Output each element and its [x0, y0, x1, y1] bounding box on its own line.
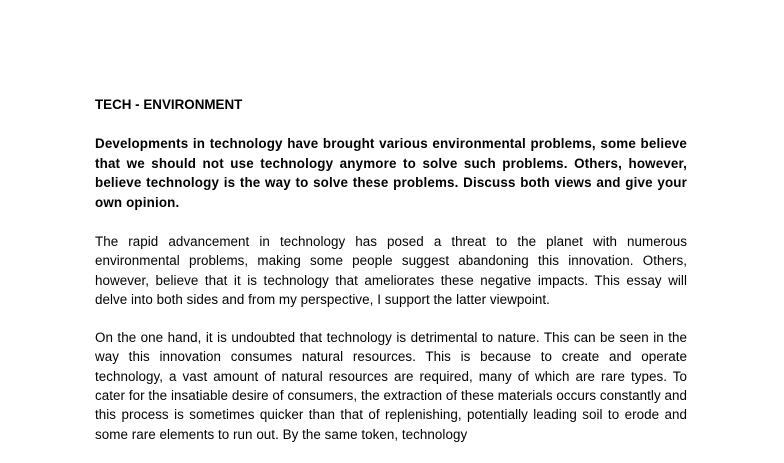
document-page [95, 95, 687, 463]
paragraph-body-one: On the one hand, it is undoubted that technology is detrimental to nature. This can be seen in the way this innovation consumes natural resources. This is because to create and operate technology, a vast amount of natural resources are required, many of which are rare types. To cater for the insatiable desire of consumers, the extraction of these materials occurs constantly and this process is sometimes quicker than that of replenishing, potentially leading soil to erode and some rare elements to run out. By the same token, technology [95, 330, 687, 442]
document-heading: TECH - ENVIRONMENT [95, 97, 243, 112]
essay-prompt: Developments in technology have brought various environmental problems, some believe that we should not use technology anymore to solve such problems. Others, however, believe technology is the way to solve these problems. Discuss both views and give your own opinion. [95, 136, 687, 210]
paragraph-introduction: The rapid advancement in technology has posed a threat to the planet with numerous environmental problems, making some people suggest abandoning this innovation. Others, however, believe that it is technology that ameliorates these negative impacts. This essay will delve into both sides and from my perspective, I support the latter viewpoint. [95, 234, 687, 307]
